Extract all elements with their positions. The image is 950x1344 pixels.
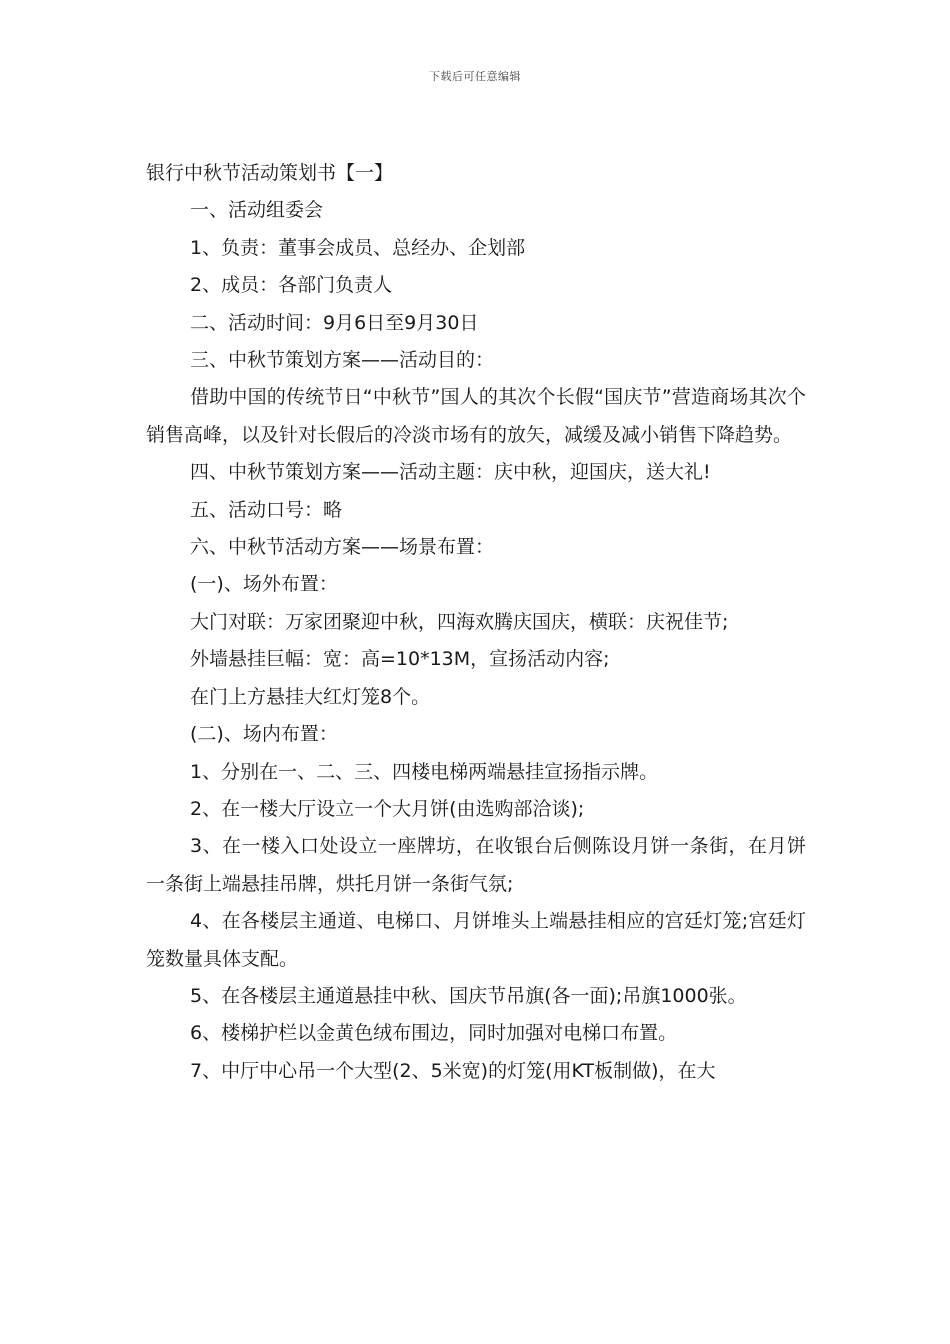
document-title: 银行中秋节活动策划书【一】 [146, 162, 394, 184]
paragraph-8: 五、活动口号：略 [190, 498, 343, 521]
paragraph-17: 3、在一楼入口处设立一座牌坊，在收银台后侧陈设月饼一条街，在月饼一条街上端悬挂吊牌，烘托月饼一条街气氛; [146, 835, 806, 895]
paragraph-15: 1、分别在一、二、三、四楼电梯两端悬挂宣扬指示牌。 [190, 760, 659, 783]
paragraph-9: 六、中秋节活动方案——场景布置： [190, 536, 495, 559]
paragraph-21: 7、中厅中心吊一个大型(2、5米宽)的灯笼(用KT板制做)，在大 [190, 1059, 716, 1082]
paragraph-3: 2、成员：各部门负责人 [190, 274, 393, 297]
paragraph-18: 4、在各楼层主通道、电梯口、月饼堆头上端悬挂相应的宫廷灯笼;宫廷灯笼数量具体支配。 [146, 910, 806, 970]
paragraph-16: 2、在一楼大厅设立一个大月饼(由选购部洽谈); [190, 797, 585, 820]
paragraph-11: 大门对联：万家团聚迎中秋，四海欢腾庆国庆，横联：庆祝佳节; [190, 610, 729, 633]
paragraph-4: 二、活动时间：9月6日至9月30日 [190, 311, 479, 334]
paragraph-6: 借助中国的传统节日“中秋节”国人的其次个长假“国庆节”营造商场其次个销售高峰，以及针对长假后的冷淡市场有的放矢，减缓及减小销售下降趋势。 [146, 386, 806, 446]
document-body [146, 155, 806, 1090]
paragraph-19: 5、在各楼层主通道悬挂中秋、国庆节吊旗(各一面);吊旗1000张。 [190, 984, 747, 1007]
paragraph-14: (二)、场内布置： [190, 723, 338, 746]
paragraph-7: 四、中秋节策划方案——活动主题：庆中秋，迎国庆，送大礼! [190, 461, 711, 484]
paragraph-5: 三、中秋节策划方案——活动目的： [190, 349, 495, 372]
paragraph-20: 6、楼梯护栏以金黄色绒布围边，同时加强对电梯口布置。 [190, 1022, 678, 1045]
paragraph-12: 外墙悬挂巨幅：宽：高=10*13M，宣扬活动内容; [190, 648, 610, 671]
paragraph-2: 1、负责：董事会成员、总经办、企划部 [190, 236, 526, 259]
paragraph-13: 在门上方悬挂大红灯笼8个。 [190, 685, 431, 708]
header-note: 下载后可任意编辑 [429, 70, 521, 83]
paragraph-1: 一、活动组委会 [190, 199, 324, 222]
paragraph-10: (一)、场外布置： [190, 573, 338, 596]
